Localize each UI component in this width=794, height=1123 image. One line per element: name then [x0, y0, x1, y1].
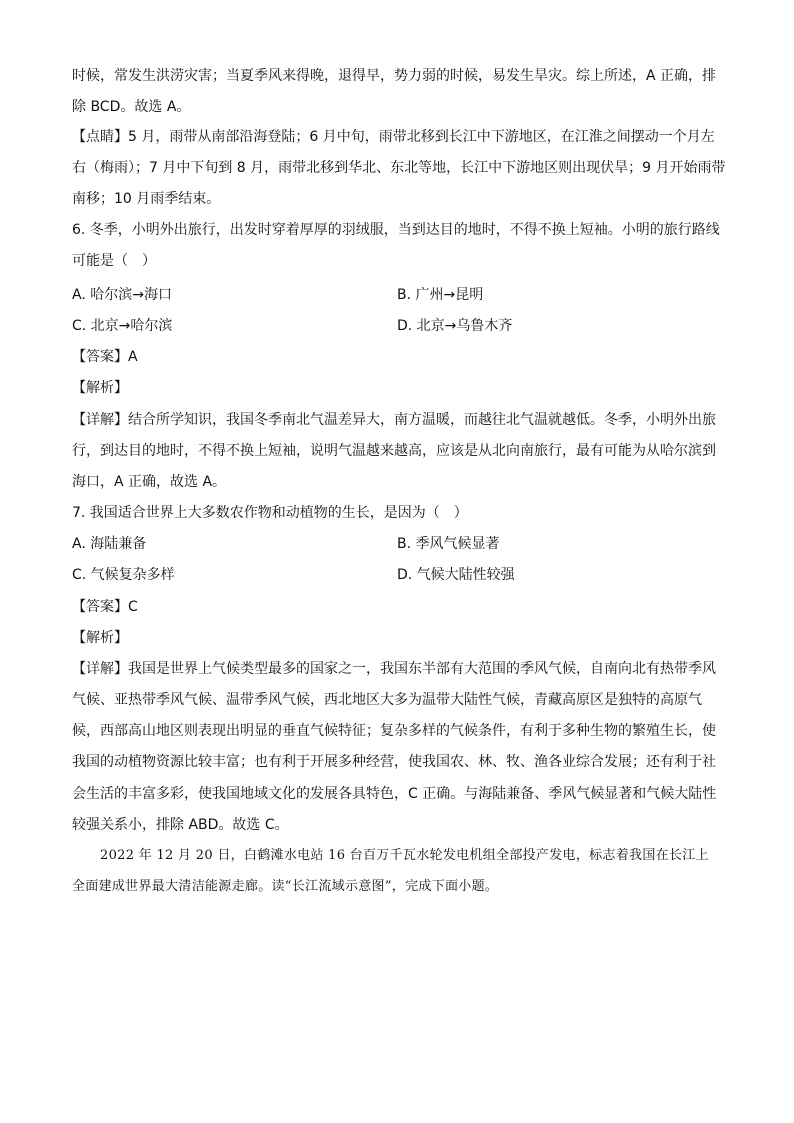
question-6-detail-line-1: 【详解】结合所学知识，我国冬季南北气温差异大，南方温暖，而越往北气温就越低。冬季，小明外出旅 — [72, 412, 716, 428]
question-6-option-d: D. 北京→乌鲁木齐 — [397, 318, 513, 334]
question-7-detail-line-6: 较强关系小，排除 ABD。故选 C。 — [72, 817, 289, 833]
passage-line-1: 2022 年 12 月 20 日，白鹤滩水电站 16 台百万千瓦水轮发电机组全部投产发电，标志着我国在长江上 — [100, 848, 709, 863]
question-7-option-c: C. 气候复杂多样 — [72, 567, 175, 583]
question-7-detail-line-2: 气候、亚热带季风气候、温带季风气候，西北地区大多为温带大陆性气候，青藏高原区是独特的高原气 — [72, 692, 702, 708]
question-6-analysis-label: 【解析】 — [72, 380, 128, 396]
question-7-detail-line-3: 候，西部高山地区则表现出明显的垂直气候特征；复杂多样的气候条件，有利于多种生物的繁殖生长，使 — [72, 723, 716, 739]
tip-line-2: 右（梅雨）；7 月中下旬到 8 月，雨带北移到华北、东北等地，长江中下游地区则出现伏旱；9 月开始雨带 — [72, 160, 726, 176]
tip-line-1: 【点睛】5 月，雨带从南部沿海登陆；6 月中旬，雨带北移到长江中下游地区，在江淮之间摆动一个月左 — [72, 129, 715, 145]
question-6-detail-line-3: 海口，A 正确，故选 A。 — [72, 474, 227, 490]
question-7-answer: 【答案】C — [72, 599, 138, 615]
question-6-answer: 【答案】A — [72, 349, 138, 365]
question-6-stem-line-1: 6. 冬季，小明外出旅行，出发时穿着厚厚的羽绒服，当到达目的地时，不得不换上短袖。小明的旅行路线 — [72, 222, 720, 238]
question-6-option-c: C. 北京→哈尔滨 — [72, 318, 173, 334]
question-7-analysis-label: 【解析】 — [72, 630, 128, 646]
question-7-option-d: D. 气候大陆性较强 — [397, 567, 515, 583]
question-7-option-b: B. 季风气候显著 — [397, 536, 500, 552]
tip-line-3: 南移；10 月雨季结束。 — [72, 191, 221, 207]
question-6-detail-line-2: 行，到达目的地时，不得不换上短袖，说明气温越来越高，应该是从北向南旅行，最有可能为从哈尔滨到 — [72, 443, 716, 459]
question-6-option-a: A. 哈尔滨→海口 — [72, 287, 172, 303]
question-7-detail-line-1: 【详解】我国是世界上气候类型最多的国家之一，我国东半部有大范围的季风气候，自南向北有热带季风 — [72, 661, 716, 677]
question-6-stem-line-2: 可能是（ ） — [72, 253, 156, 269]
question-7-detail-line-4: 我国的动植物资源比较丰富；也有利于开展多种经营，使我国农、林、牧、渔各业综合发展；还有利于社 — [72, 754, 716, 770]
prev-explanation-line-1: 时候，常发生洪涝灾害；当夏季风来得晚，退得早，势力弱的时候，易发生旱灾。综上所述，A 正确，排 — [72, 68, 717, 84]
question-7-stem: 7. 我国适合世界上大多数农作物和动植物的生长，是因为（ ） — [72, 505, 468, 521]
prev-explanation-line-2: 除 BCD。故选 A。 — [72, 99, 191, 115]
question-7-detail-line-5: 会生活的丰富多彩，使我国地域文化的发展各具特色，C 正确。与海陆兼备、季风气候显著和气候大陆性 — [72, 786, 717, 802]
passage-line-2: 全面建成世界最大清洁能源走廊。读“长江流域示意图”，完成下面小题。 — [72, 879, 499, 894]
question-6-option-b: B. 广州→昆明 — [397, 287, 484, 303]
question-7-option-a: A. 海陆兼备 — [72, 536, 147, 552]
